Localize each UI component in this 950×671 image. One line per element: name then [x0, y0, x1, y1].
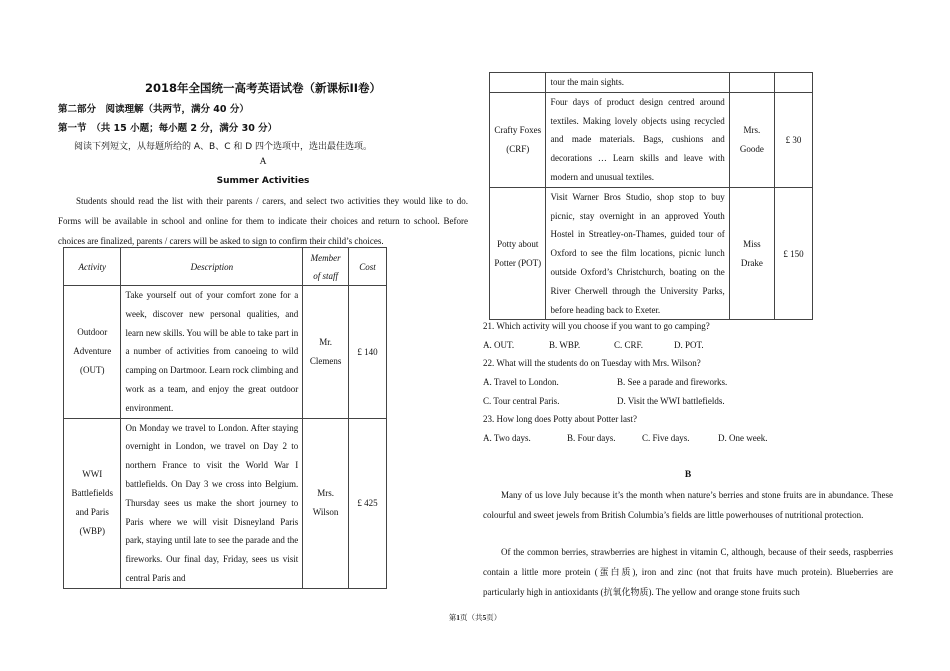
question-22-option-b: B. See a parade and fireworks.: [617, 377, 728, 387]
passage-b-paragraph-2: Of the common berries, strawberries are highest in vitamin C, although, because of their seeds, raspberries contain a little more protein (蛋白质), iron and zinc (not that fruits have much protein). Blueberries are particularly high in antioxidants (抗氧化物质). The yellow and orange stone fruits such: [483, 547, 893, 597]
staff-cell: [729, 73, 774, 93]
instruction: 阅读下列短文，从每题所给的 A、B、C 和 D 四个选项中，选出最佳选项。: [74, 142, 372, 152]
question-23-option-c: C. Five days.: [642, 433, 690, 443]
footer-prefix: 第: [448, 613, 457, 622]
description-cell: tour the main sights.: [546, 73, 729, 93]
activity-cell: Crafty Foxes (CRF): [490, 92, 546, 187]
footer-page-number: 1: [456, 613, 460, 622]
section-heading: 第一节 （共 15 小题；每小题 2 分，满分 30 分）: [58, 123, 278, 134]
question-21-option-c: C. CRF.: [614, 340, 644, 350]
staff-cell: Mrs. Goode: [729, 92, 774, 187]
question-23-option-d: D. One week.: [718, 433, 768, 443]
footer-total-pages: 5: [482, 613, 487, 622]
question-22-option-c: C. Tour central Paris.: [483, 396, 560, 406]
staff-cell: Mrs. Wilson: [303, 418, 349, 588]
question-22-option-d: D. Visit the WWI battlefields.: [617, 396, 725, 406]
cost-cell: [774, 73, 812, 93]
passage-b-paragraph-1: Many of us love July because it’s the month when nature’s berries and stone fruits are in abundance. These colourful and sweet jewels from British Columbia’s fields are little powerhouses of nutritional protection.: [483, 490, 893, 520]
exam-title: 2018年全国统一高考英语试卷（新课标II卷）: [144, 81, 382, 95]
question-21-option-b: B. WBP.: [549, 340, 581, 350]
question-21-option-d: D. POT.: [674, 340, 704, 350]
activities-table-continued: [489, 72, 813, 320]
question-23-option-b: B. Four days.: [567, 433, 616, 443]
page-footer: [0, 612, 950, 623]
footer-mid: 页（共: [460, 613, 483, 622]
activities-table: [63, 247, 387, 589]
table-row: [490, 73, 813, 93]
table-row: [64, 286, 387, 419]
question-23-stem: 23. How long does Potty about Potter last?: [483, 414, 637, 424]
cost-cell: £ 30: [774, 92, 812, 187]
staff-cell: Miss Drake: [729, 187, 774, 320]
col-header-cost: Cost: [348, 248, 386, 286]
passage-a-letter: A: [259, 157, 267, 167]
description-cell: Four days of product design centred around textiles. Making lovely objects using recycled and made materials. Bags, cushions and decorations … Learn skills and leave with modern and unusual textiles.: [546, 92, 729, 187]
table-row: [490, 92, 813, 187]
question-21-option-a: A. OUT.: [483, 340, 515, 350]
description-cell: Visit Warner Bros Studio, shop stop to buy picnic, stay overnight in an approved Youth Hostel in Streatley-on-Thames, guided tour of Oxford to see the film locations, picnic lunch outside Oxford’s Christchurch, boating on the River Cherwell through the University Parks, before heading back to Exeter.: [546, 187, 729, 320]
activity-cell: Potty about Potter (POT): [490, 187, 546, 320]
staff-cell: Mr. Clemens: [303, 286, 349, 419]
col-header-staff: Member of staff: [303, 248, 349, 286]
activity-cell: WWI Battlefields and Paris (WBP): [64, 418, 121, 588]
passage-b-letter: B: [684, 470, 692, 480]
col-header-description: Description: [121, 248, 303, 286]
passage-a-intro: Students should read the list with their parents / carers, and select two activities they would like to do. Forms will be available in school and online for them to indicate their choices and return to school. Before choices are finalized, parents / carers will be asked to sign to confirm their child’s choices.: [58, 196, 468, 246]
question-22-option-a: A. Travel to London.: [483, 377, 559, 387]
footer-suffix: 页）: [486, 613, 502, 622]
cost-cell: £ 425: [348, 418, 386, 588]
col-header-activity: Activity: [64, 248, 121, 286]
cost-cell: £ 150: [774, 187, 812, 320]
activity-cell: [490, 73, 546, 93]
description-cell: Take yourself out of your comfort zone for a week, discover new personal qualities, and learn new skills. You will be able to take part in a number of activities from canoeing to wild camping on Dartmoor. Learn rock climbing and work as a team, and enjoy the great outdoor environment.: [121, 286, 303, 419]
question-23-option-a: A. Two days.: [483, 433, 531, 443]
part-heading: 第二部分 阅读理解（共两节，满分 40 分）: [58, 104, 249, 115]
question-21-stem: 21. Which activity will you choose if you want to go camping?: [483, 321, 710, 331]
table-header-row: [64, 248, 387, 286]
table-row: [490, 187, 813, 320]
description-cell: On Monday we travel to London. After staying overnight in London, we travel on Day 2 to northern France to visit the World War I battlefields. On Day 3 we cross into Belgium. Thursday sees us make the short journey to Paris where we will visit Disneyland Paris park, staying until late to see the parade and the fireworks. Our final day, Friday, sees us visit central Paris and: [121, 418, 303, 588]
table-row: [64, 418, 387, 588]
cost-cell: £ 140: [348, 286, 386, 419]
activity-cell: Outdoor Adventure (OUT): [64, 286, 121, 419]
passage-a-heading: Summer Activities: [216, 176, 310, 186]
question-22-stem: 22. What will the students do on Tuesday with Mrs. Wilson?: [483, 358, 701, 368]
